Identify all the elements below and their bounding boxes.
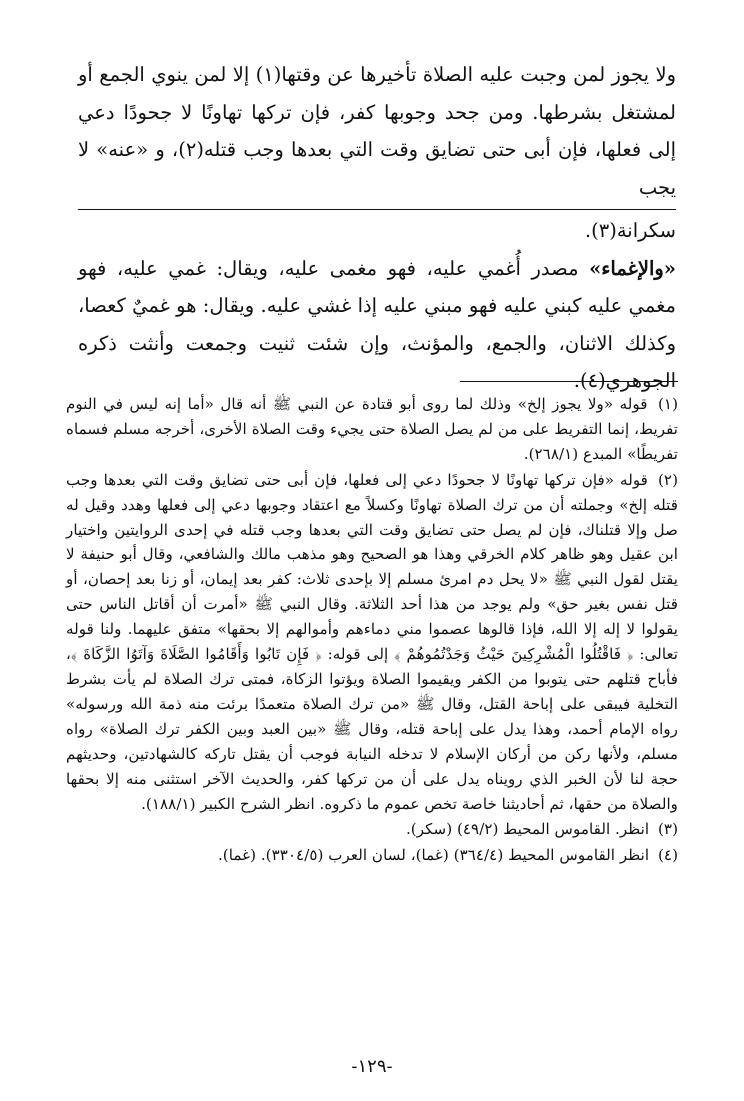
- footnote-1: [66, 392, 678, 467]
- footnote-number: (٤): [657, 846, 678, 865]
- main-paragraph-2: سكرانة(٣).: [584, 219, 676, 242]
- page-number: -١٢٩-: [351, 1056, 393, 1077]
- footnote-text: انظر. القاموس المحيط (٤٩/٢) (سكر).: [405, 820, 650, 839]
- footnote-2: [66, 468, 678, 817]
- footnote-4: [66, 843, 678, 868]
- footnote-text: قوله «ولا يجوز إلخ» وذلك لما روى أبو قتادة عن النبي ﷺ أنه قال «أما إنه ليس في النوم تفريط، إنما التفريط على من لم يصل الصلاة حتى يجيء وقت الصلاة الأخرى، أخرجه مسلم فسماه تفريطًا» المبدع (٢٦٨/١).: [66, 395, 678, 463]
- footnote-separator: [460, 381, 678, 382]
- footnote-text: قوله «فإن تركها تهاونًا لا جحودًا دعي إلى فعلها، فإن أبى حتى تضايق وقت التي بعدها وجب قتله إلخ» وجملته أن من ترك الصلاة تهاونًا وكسلاً مع اعتقاد وجوبها دعي إلى فعلها وهدد وقيل له صل وإلا قتلناك، فإن لم يصل حتى تضايق وقت التي بعدها وجب قتله في إحدى الروايتين واختيار ابن عقيل وهو ظاهر كلام الخرقي وهذا هو الصحيح وهو مذهب مالك والشافعي، وقال أبو حنيفة لا يقتل لقول النبي ﷺ «لا يحل دم امرئ مسلم إلا بإحدى ثلاث: كفر بعد إيمان، أو زنا بعد إحصان، أو قتل نفس بغير حق» ولم يوجد من هذا أحد الثلاثة. وقال النبي ﷺ «أمرت أن أقاتل الناس حتى يقولوا لا إله إلا الله، فإذا قالوها عصموا مني دماءهم وأموالهم إلا بحقها» متفق عليهما. ولنا قوله تعالى: ﴿ فَاقْتُلُوا الْمُشْرِكِينَ حَيْثُ وَجَدْتُمُوهُمْ ﴾ إلى قوله: ﴿ فَإِن تَابُوا وَأَقَامُوا الصَّلَاةَ وَآتَوُا الزَّكَاةَ ﴾، فأباح قتلهم حتى يتوبوا من الكفر ويقيموا الصلاة ويؤتوا الزكاة، فمتى ترك الصلاة لم يأت بشرط التخلية فيبقى على إباحة القتل، وقال ﷺ «من ترك الصلاة متعمدًا برئت منه ذمة الله ورسوله» رواه الإمام أحمد، وهذا يدل على إباحة قتله، وقال ﷺ «بين العبد وبين الكفر ترك الصلاة» رواه مسلم، ولأنها ركن من أركان الإسلام لا تدخله النيابة فوجب أن يقتل تاركه كالشهادتين، وحديثهم حجة لنا لأن الخبر الذي رويناه يدل على أن من تركها كفر، والحديث الآخر استثنى منه إلا بحقها والصلاة من حقها، ثم أحاديثنا خاصة تخص عموم ما ذكروه. انظر الشرح الكبير (١٨٨/١).: [66, 470, 678, 813]
- main-paragraph-3-rest: مصدر أُغمي عليه، فهو مغمى عليه، ويقال: غمي عليه، فهو مغمي عليه كبني عليه فهو مبني عليه إذا غشي عليه. ويقال: هو غميٌ كعصا، وكذلك الاثنان، والجمع، والمؤنث، وإن شئت ثنيت وجمعت وأنثت ذكره الجوهري(٤).: [78, 256, 676, 392]
- footnote-number: (١): [657, 395, 678, 413]
- main-text: [78, 56, 676, 400]
- footnotes: [66, 392, 678, 869]
- footnote-3: [66, 817, 678, 842]
- bold-term: «والإغماء»: [589, 256, 676, 280]
- footnote-number: (٣): [657, 820, 678, 839]
- main-paragraph-1: ولا يجوز لمن وجبت عليه الصلاة تأخيرها عن وقتها(١) إلا لمن ينوي الجمع أو لمشتغل بشرطها. ومن جحد وجوبها كفر، فإن تركها تهاونًا لا جحودًا دعي إلى فعلها، فإن أبى حتى تضايق وقت التي بعدها وجب قتله(٢)، و «عنه» لا يجب: [78, 56, 676, 210]
- footnote-number: (٢): [657, 470, 679, 489]
- main-paragraph-3: [78, 250, 676, 400]
- footnote-text: انظر القاموس المحيط (٣٦٤/٤) (غما)، لسان العرب (٣٣٠٤/٥). (غما).: [217, 846, 650, 865]
